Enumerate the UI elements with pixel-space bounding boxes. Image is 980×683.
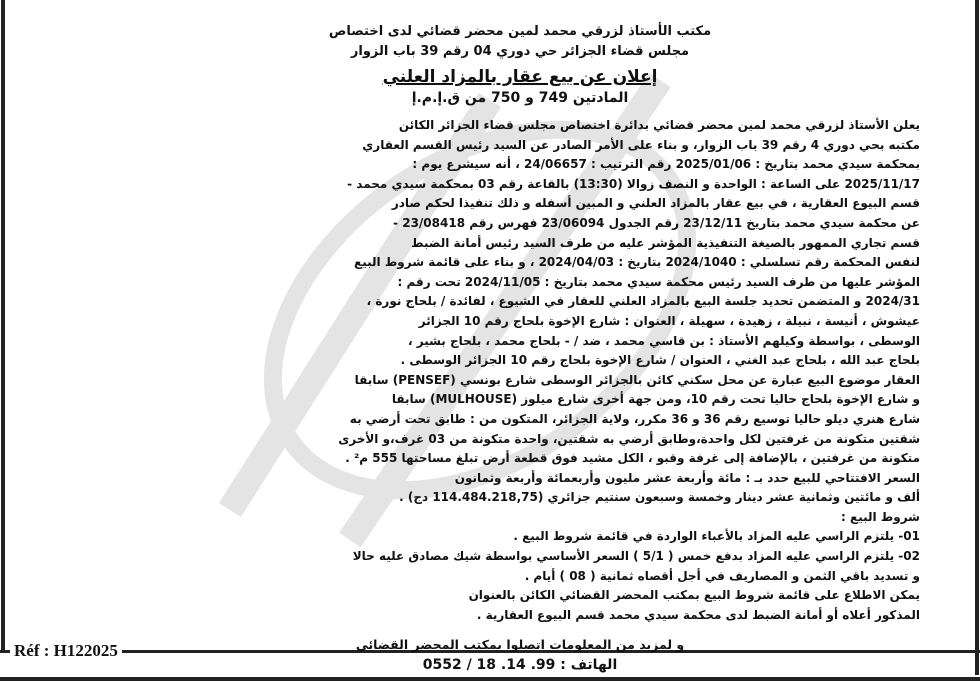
frame-left-border xyxy=(1,0,5,650)
notice-content xyxy=(120,22,920,675)
body-line: شقتين متكونة من غرفتين لكل واحدة،وطابق أرضي به شقتين، واحدة متكونة من 03 غرف،و الأخرى xyxy=(338,431,920,446)
body-line: و تسديد باقي الثمن و المصاريف في أجل أقصاه ثمانية ( 08 ) أيام . xyxy=(524,568,920,583)
body-line: 02- يلتزم الراسي عليه المزاد بدفع خمس ( 5/1 ) السعر الأساسي بواسطة شيك مصادق عليه حالا xyxy=(352,549,920,564)
body-line: شارع هنري ديلو حاليا توسيع رقم 36 و 36 مكرر، ولاية الجزائر، المتكون من : طابق تحت أرضي به xyxy=(349,411,920,426)
body-line: عيشوش ، أنيسة ، نبيلة ، زهيدة ، سهيلة ، العنوان : شارع الإخوة بلحاج رقم 10 الجزائر xyxy=(418,313,920,328)
court-header: مجلس قضاء الجزائر حي دوري 04 رقم 39 باب الزوار xyxy=(350,44,690,59)
notice-title: إعلان عن بيع عقار بالمزاد العلني xyxy=(382,67,658,87)
body-line: شروط البيع : xyxy=(841,509,920,524)
notice-body xyxy=(120,116,920,625)
body-line: السعر الافتتاحي للبيع حدد بـ : مائة وأربعة عشر مليون وأربعمائة وأربعة وثمانون xyxy=(454,470,920,485)
frame-bottom-border xyxy=(0,677,980,681)
body-line: متكونة من غرفتين ، بالإضافة إلى غرفة وقبو ، الكل مشيد فوق قطعة أرض تبلغ مساحتها 555 م² . xyxy=(345,451,920,466)
body-line: 2025/11/17 على الساعة : الواحدة و النصف زوالا (13:30) بالقاعة رقم 03 بمحكمة سيدي محمد - xyxy=(347,176,920,191)
notice-articles: المادتين 749 و 750 من ق.إ.م.إ xyxy=(411,90,629,106)
more-info-line: و لمزيد من المعلومات اتصلوا بمكتب المحضر القضائي xyxy=(355,637,685,653)
body-line: و شارع الإخوة بلحاج حاليا تحت رقم 10، ومن جهة أخرى شارع ميلوز (MULHOUSE) سابقا xyxy=(391,392,920,407)
body-line: قسم البيوع العقارية ، في بيع عقار بالمزاد العلني و المبين أسفله و ذلك تنفيذا لحكم صادر xyxy=(391,196,920,211)
body-line: 01- يلتزم الراسي عليه المزاد بالأعباء الواردة في قائمة شروط البيع . xyxy=(513,529,920,544)
body-line: لنفس المحكمة رقم تسلسلي : 2024/1040 بتاريخ : 2024/04/03 ، و بناء على قائمة شروط البيع xyxy=(354,255,920,270)
phone-label: الهاتف : xyxy=(560,657,618,674)
body-line: بلحاج عبد الله ، بلحاج عبد الغني ، العنوان / شارع الإخوة بلحاج رقم 10 الجزائر الوسطى . xyxy=(400,353,920,368)
phone-line xyxy=(120,655,920,675)
frame-right-border xyxy=(975,0,979,675)
body-line: مكتبه بحي دوري 4 رقم 39 باب الزوار، و بناء على الأمر الصادر عن السيد رئيس القسم العقاري xyxy=(362,137,920,152)
body-line: بمحكمة سيدي محمد بتاريخ : 2025/01/06 رقم الترتيب : 24/06657 ، أنه سيشرع يوم : xyxy=(412,157,920,172)
office-header: مكتب الأستاذ لزرقي محمد لمين محضر قضائي لدى اختصاص xyxy=(328,24,712,39)
reference-code: Réf : H122025 xyxy=(10,641,122,661)
body-line: يعلن الأستاذ لزرقي محمد لمين محضر قضائي بدائرة اختصاص مجلس قضاء الجزائر الكائن xyxy=(398,118,920,132)
body-line: ألف و مائتين وثمانية عشر دينار وخمسة وسبعون سنتيم جزائري (114.484.218,75 دج) . xyxy=(399,490,920,505)
body-line: المذكور أعلاه أو أمانة الضبط لدى محكمة سيدي محمد قسم البيوع العقارية . xyxy=(476,607,920,622)
body-line: قسم تجاري الممهور بالصيغة التنفيذية المؤشر عليه من طرف السيد رئيس أمانة الضبط xyxy=(411,235,920,250)
body-line: عن محكمة سيدي محمد بتاريخ 23/12/11 رقم الجدول 23/06094 فهرس رقم 23/08418 - xyxy=(393,215,920,230)
body-line: العقار موضوع البيع عبارة عن محل سكني كائن بالجزائر الوسطى شارع بونسي (PENSEF) سابقا xyxy=(354,372,920,387)
body-line: الوسطى ، بواسطة وكيلهم الأستاذ : بن قاسي محمد ، ضد / - بلحاج محمد ، بلحاج بشير ، xyxy=(408,333,920,348)
body-line: يمكن الاطلاع على قائمة شروط البيع بمكتب المحضر القضائي الكائن بالعنوان xyxy=(468,588,920,603)
phone-number: 0552 / 18 .14 .99 xyxy=(422,657,556,674)
body-line: المؤشر عليها من طرف السيد رئيس محكمة سيدي محمد بتاريخ : 2024/11/05 تحت رقم : xyxy=(397,274,920,289)
notice-footer xyxy=(120,635,920,675)
body-line: 2024/31 و المتضمن تحديد جلسة البيع بالمزاد العلني للعقار في الشيوع ، لفائدة / بلحاج نورة ، xyxy=(366,294,920,309)
